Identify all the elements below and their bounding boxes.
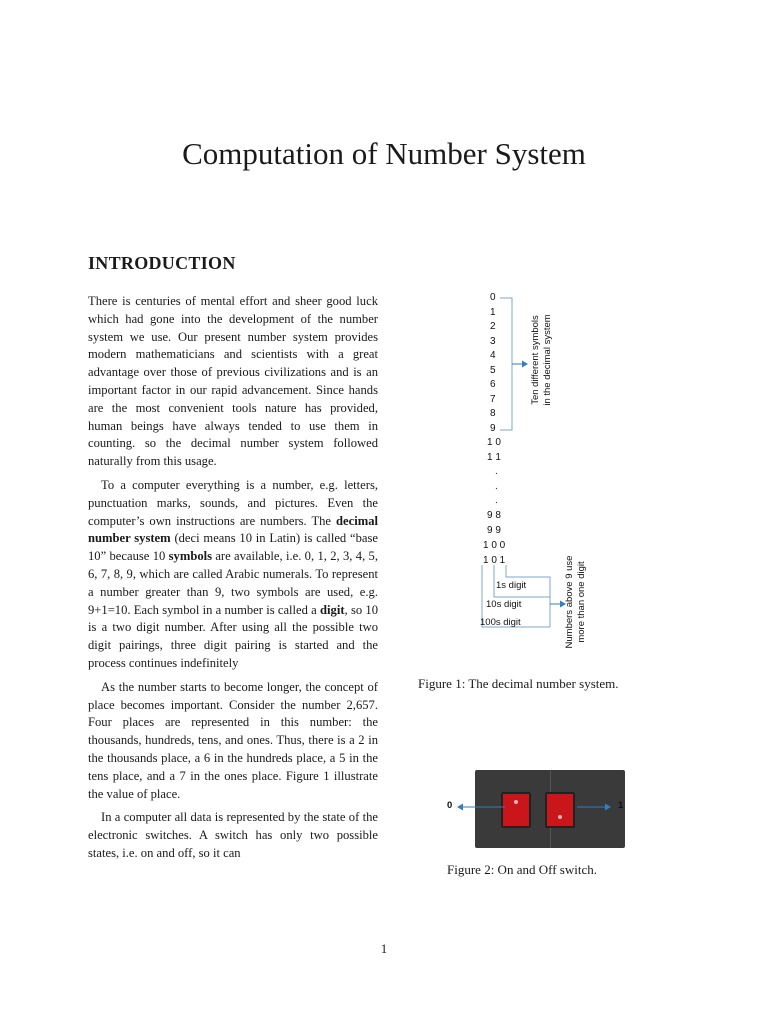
multi-digit-label-line1: Numbers above 9 use bbox=[564, 555, 575, 649]
p2-text-e: are available, i.e. 0, 1, 2, 3, 4, 5, 6, 7, 8, 9, which are called Arabic numerals. To represent a number greater than 9, two symbols are used, e.g. 9+1=10. Each symbol in a number is called a bbox=[88, 549, 378, 617]
section-heading: INTRODUCTION bbox=[88, 253, 236, 273]
digit-3: 3 bbox=[490, 335, 496, 347]
paper-title: Computation of Number System bbox=[182, 136, 586, 171]
switch-on-label: 1 bbox=[618, 800, 624, 811]
figure-2-caption: Figure 2: On and Off switch. bbox=[447, 862, 597, 877]
number-10: 1 0 bbox=[487, 437, 501, 448]
ten-symbols-label-line2: in the decimal system bbox=[542, 314, 553, 406]
figure-2-arrows bbox=[445, 797, 645, 817]
ten-symbols-label-line1: Ten different symbols bbox=[530, 315, 541, 405]
number-98: 9 8 bbox=[487, 510, 501, 521]
page-number: 1 bbox=[380, 941, 388, 956]
term-decimal-number-system: decimal number system bbox=[88, 513, 378, 546]
term-digit: digit bbox=[320, 602, 345, 617]
ellipsis-dot-2: . bbox=[495, 481, 498, 492]
digit-0: 0 bbox=[490, 292, 496, 303]
paragraph-3: As the number starts to become longer, the concept of place becomes important. Consider the number 2,657. Four places are represented in this number: the thousands, hundreds, tens, and ones. Thus, there is a 2 in the thousands place, a 6 in the hundreds place, a 5 in the tens place, and a 7 in the ones place. Figure 1 illustrate the value of place. bbox=[88, 679, 378, 801]
digit-9: 9 bbox=[490, 422, 496, 434]
term-symbols: symbols bbox=[168, 549, 213, 564]
number-101: 1 0 1 bbox=[483, 555, 506, 566]
figure-1-caption: Figure 1: The decimal number system. bbox=[418, 676, 619, 691]
p2-text-a: To a computer everything is a number, e.g. letters, punctuation marks, sounds, and pictures. Even the computer’s own instructions are numbers. The bbox=[88, 477, 378, 528]
ten-symbols-label bbox=[530, 300, 554, 420]
figure-1-decimal-diagram bbox=[460, 292, 610, 662]
digit-6: 6 bbox=[490, 379, 496, 390]
digit-5: 5 bbox=[490, 364, 496, 376]
paragraph-4: In a computer all data is represented by the state of the electronic switches. A switch has only two possible states, i.e. on and off, so it can bbox=[88, 810, 378, 860]
body-column bbox=[88, 293, 378, 869]
digit-4: 4 bbox=[490, 350, 496, 361]
paragraph-2 bbox=[88, 477, 378, 673]
paragraph-1: There is centuries of mental effort and sheer good luck which had gone into the development of the number system we use. Our present number system provides modern mathematicians and scientists with a great advantage over those of previous civilizations and is an important factor in our rapid advancement. Since hands are the most convenient tools nature has provided, human beings have always tended to use them in counting. so the decimal number system followed naturally from this usage. bbox=[88, 294, 378, 469]
switch-off-label: 0 bbox=[447, 800, 453, 811]
ellipsis-dot-1: . bbox=[495, 466, 498, 477]
label-1s-digit: 1s digit bbox=[496, 580, 527, 591]
p2-text-c: (deci means 10 in Latin) is called “base 10” because 10 bbox=[88, 531, 378, 564]
multi-digit-label-line2: more than one digit bbox=[576, 561, 587, 643]
label-10s-digit: 10s digit bbox=[486, 599, 522, 610]
digit-1: 1 bbox=[490, 306, 496, 318]
digit-8: 8 bbox=[490, 408, 496, 419]
digit-2: 2 bbox=[490, 321, 496, 332]
digit-7: 7 bbox=[490, 393, 496, 405]
ellipsis-dot-3: . bbox=[495, 495, 498, 506]
number-100: 1 0 0 bbox=[483, 540, 506, 551]
number-11: 1 1 bbox=[487, 452, 501, 463]
label-100s-digit: 100s digit bbox=[480, 617, 521, 628]
number-99: 9 9 bbox=[487, 525, 501, 536]
p2-text-g: , so 10 is a two digit number. After using all the possible two digit pairings, three digit pairing is started and the process continues indefinitely bbox=[88, 602, 378, 670]
multi-digit-label bbox=[564, 547, 588, 657]
